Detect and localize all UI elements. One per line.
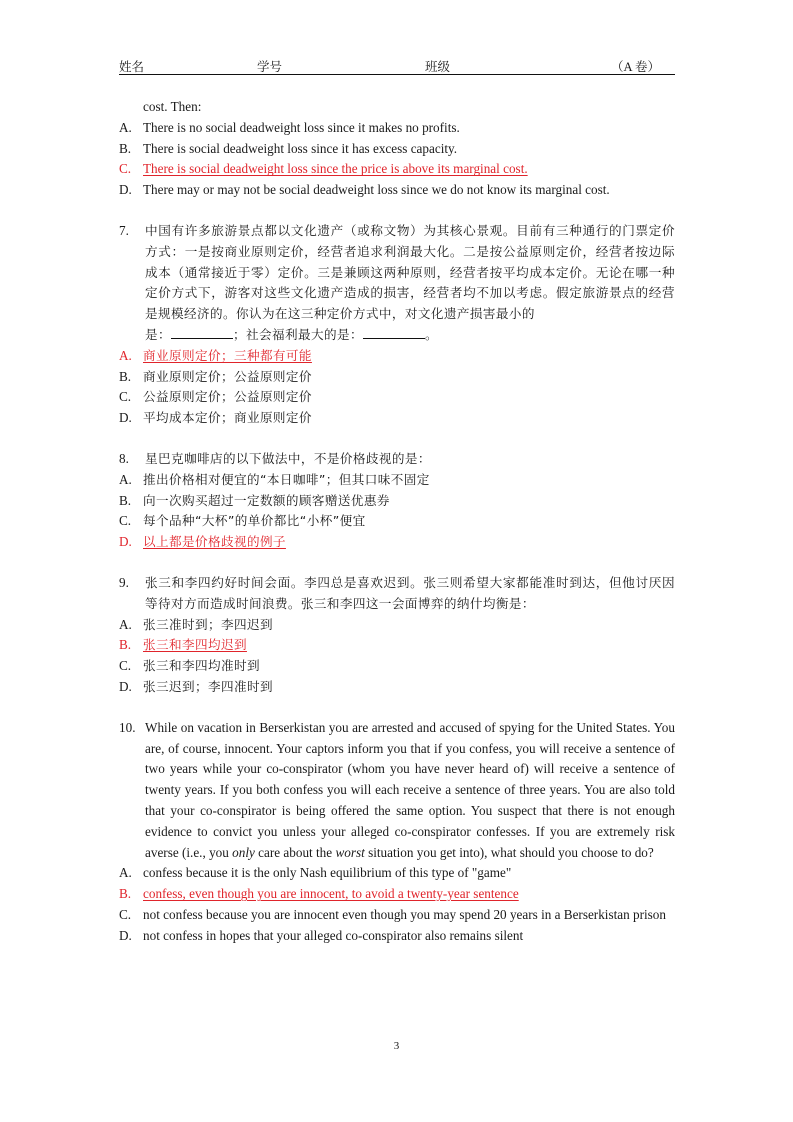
- q10-option-a: A. confess because it is the only Nash equilibrium of this type of "game": [119, 865, 512, 881]
- correct-answer-text: 以上都是价格歧视的例子: [143, 534, 286, 550]
- correct-answer-text: There is social deadweight loss since the price is above its marginal cost.: [143, 161, 528, 177]
- q8-option-c: C. 每个品种“大杯”的单价都比“小杯”便宜: [119, 513, 366, 529]
- q6-option-a: A. There is no social deadweight loss since it makes no profits.: [119, 119, 460, 135]
- correct-answer-text: 张三和李四均迟到: [143, 637, 247, 653]
- q9-option-d: D. 张三迟到；李四准时到: [119, 678, 273, 694]
- answer-blank-2: [363, 325, 425, 339]
- page-number: 3: [393, 1040, 400, 1052]
- student-id-label: 学号: [257, 60, 283, 74]
- q6-option-d: D. There may or may not be social deadweight loss since we do not know its marginal cost.: [119, 182, 610, 198]
- question-8-stem: 星巴克咖啡店的以下做法中，不是价格歧视的是：: [145, 450, 431, 466]
- exam-content: [119, 97, 675, 946]
- q9-option-a: A. 张三准时到；李四迟到: [119, 616, 273, 632]
- question-6: [119, 97, 675, 201]
- question-number: 8.: [119, 450, 129, 466]
- q9-option-c: C. 张三和李四均准时到: [119, 658, 260, 674]
- question-number: 7.: [119, 222, 129, 238]
- q10-option-d: D. not confess in hopes that your alleged co-conspirator also remains silent: [119, 927, 524, 943]
- question-6-stem-continuation: cost. Then:: [143, 99, 202, 114]
- q8-option-b: B. 向一次购买超过一定数额的顾客赠送优惠券: [119, 492, 390, 508]
- q10-option-c: C. not confess because you are innocent even though you may spend 20 years in a Berserkistan prison: [119, 906, 666, 922]
- class-label: 班级: [425, 60, 451, 74]
- question-9: [119, 573, 675, 698]
- question-number: 10.: [119, 719, 136, 735]
- q9-option-b-correct: B. 张三和李四均迟到: [119, 637, 247, 653]
- q7-option-b: B. 商业原则定价；公益原则定价: [119, 368, 312, 384]
- question-9-stem: 张三和李四约好时间会面。李四总是喜欢迟到。张三则希望大家都能准时到达，但他讨厌因等待对方而造成时间浪费。张三和李四这一会面博弈的纳什均衡是：: [145, 574, 675, 611]
- paper-version-label: （A 卷）: [611, 60, 660, 74]
- page-header: [119, 57, 675, 75]
- q7-option-c: C. 公益原则定价；公益原则定价: [119, 389, 312, 405]
- question-7: [119, 221, 675, 429]
- q8-option-d-correct: D. 以上都是价格歧视的例子: [119, 534, 286, 550]
- q6-option-c-correct: C. There is social deadweight loss since the price is above its marginal cost.: [119, 161, 528, 177]
- name-label: 姓名: [119, 60, 145, 74]
- question-number: 9.: [119, 574, 129, 590]
- question-10-stem: While on vacation in Berserkistan you are arrested and accused of spying for the United States. You are, of course, innocent. Your captors inform you that if you confess, you will receive a sentence of two years while your co-conspirator (whom you have never heard of) will receive a sentence of twenty years. If you both confess you will each receive a sentence of three years. You are also told that your co-conspirator is being offered the same option. You suspect that there is not enough evidence to convict you unless your alleged co-conspirator confesses. If you are extremely risk averse (i.e., you only care about the worst situation you get into), what should you choose to do?: [145, 719, 675, 860]
- q7-option-a-correct: A. 商业原则定价；三种都有可能: [119, 347, 312, 363]
- correct-answer-text: 商业原则定价；三种都有可能: [143, 347, 312, 363]
- question-10: [119, 718, 675, 947]
- answer-blank-1: [171, 325, 233, 339]
- q10-option-b-correct: B. confess, even though you are innocent, to avoid a twenty-year sentence: [119, 886, 519, 902]
- question-8: [119, 449, 675, 553]
- question-7-stem: 中国有许多旅游景点都以文化遗产（或称文物）为其核心景观。目前有三种通行的门票定价方式：一是按商业原则定价，经营者追求利润最大化。二是按公益原则定价，经营者按边际成本（通常接近于零）定价。三是兼顾这两种原则，经营者按平均成本定价。无论在哪一种定价方式下，游客对这些文化遗产造成的损害，经营者均不加以考虑。假定旅游景点的经营是规模经济的。你认为在这三种定价方式中，对文化遗产损害最小的 是： ；社会福利最大的是： 。: [145, 222, 675, 342]
- q8-option-a: A. 推出价格相对便宜的“本日咖啡”；但其口味不固定: [119, 471, 430, 487]
- q6-option-b: B. There is social deadweight loss since it has excess capacity.: [119, 140, 458, 156]
- correct-answer-text: confess, even though you are innocent, to avoid a twenty-year sentence: [143, 886, 519, 902]
- q7-option-d: D. 平均成本定价；商业原则定价: [119, 410, 312, 426]
